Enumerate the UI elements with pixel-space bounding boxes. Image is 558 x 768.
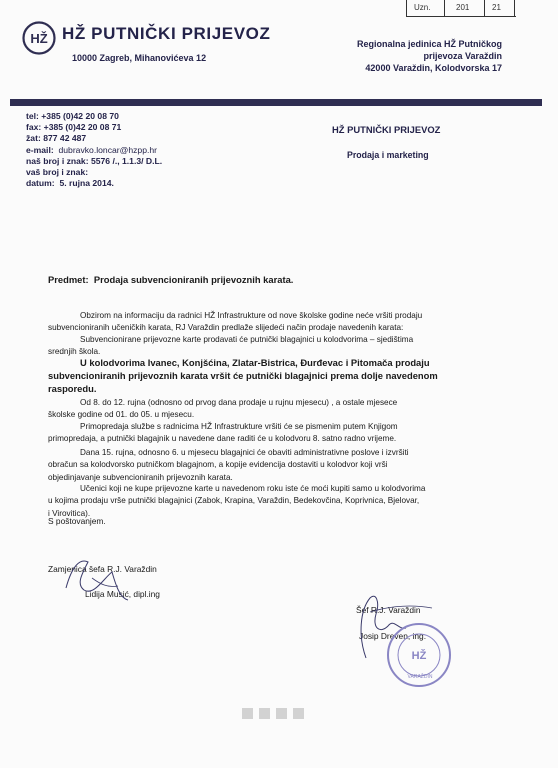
contact-tel: tel: +385 (0)42 20 08 70 — [26, 111, 119, 121]
subject-line — [48, 274, 293, 285]
p5-line: Primopredaja službe s radnicima HŽ Infrastrukture vršiti će se pismenim putem Knjigom — [80, 422, 398, 431]
email-label: e-mail: — [26, 144, 54, 155]
your-reference: vaš broj i znak: — [26, 167, 89, 178]
footer-square — [259, 708, 270, 719]
our-reference — [26, 156, 266, 167]
p6-line: obračun sa kolodvorsko putničkom blagajnom, a kopije evidencija dostaviti u kolodvor koji vrši — [48, 460, 388, 470]
p7-line: Učenici koji ne kupe prijevozne karte u navedenom roku iste će moći kupiti samo u kolodvorima — [80, 484, 426, 493]
svg-text:HŽ: HŽ — [30, 31, 48, 46]
reference-number: 21 — [492, 3, 501, 12]
p4-line: Od 8. do 12. rujna (odnosno od prvog dana prodaje u rujnu mjesecu) , a ostale mjesece — [80, 398, 398, 407]
contact-email — [26, 145, 266, 156]
left-handwritten-signature — [58, 548, 158, 608]
recipient-company: HŽ PUTNIČKI PRIJEVOZ — [332, 124, 441, 135]
paragraph-2 — [48, 334, 514, 359]
date-value: 5. rujna 2014. — [59, 178, 114, 189]
p2-line: srednjih škola. — [48, 347, 101, 357]
letter-date — [26, 178, 266, 189]
contact-block — [26, 111, 266, 189]
right-signature-title: Šef R.J. Varaždin — [356, 605, 421, 615]
closing: S poštovanjem. — [48, 516, 106, 526]
p5-line: primopredaja, a putnički blagajnik u navedene dane raditi će u kolodvoru 8. satno radno vrijeme. — [48, 434, 397, 444]
contact-fax: fax: +385 (0)42 20 08 71 — [26, 122, 122, 133]
left-signature-title: Zamjenica šefa R.J. Varaždin — [48, 564, 157, 574]
p1-line: subvencioniranih učeničkih karata, RJ Varaždin predlaže slijedeći način prodaje navedenih karata: — [48, 323, 404, 333]
region-line-2: prijevoza Varaždin — [423, 51, 502, 61]
paragraph-6 — [48, 447, 514, 484]
our-ref-value: 5576 /., 1.1.3/ D.L. — [90, 155, 163, 166]
p6-line: objedinjavanje subvencioniranih prijevoznih karata. — [48, 472, 233, 482]
footer-square — [293, 708, 304, 719]
contact-zat: žat: 877 42 487 — [26, 133, 87, 144]
paragraph-4 — [48, 397, 514, 422]
paragraph-3 — [48, 357, 514, 395]
date-label: datum: — [26, 178, 55, 189]
company-name: HŽ PUTNIČKI PRIJEVOZ — [62, 24, 271, 43]
paragraph-5 — [48, 421, 514, 446]
region-line-3: 42000 Varaždin, Kolodvorska 17 — [365, 63, 502, 73]
p7-line: u kojima prodaju vrše putnički blagajnici (Zabok, Krapina, Varaždin, Bedekovčina, Koprivnica, Bjelovar, — [48, 496, 420, 506]
reference-label: Uzn. — [414, 3, 431, 12]
p3-line: subvencioniranih prijevoznih karata vršit će putnički blagajnici prema dolje navedenom — [48, 369, 438, 381]
p6-line: Dana 15. rujna, odnosno 6. u mjesecu blagajnici će obaviti administrativne poslove i izvršiti — [80, 448, 409, 457]
regional-unit — [330, 38, 502, 74]
left-signature-name: Lidija Musić, dipl.ing — [85, 589, 160, 599]
reference-year: 201 — [456, 3, 470, 12]
recipient-department: Prodaja i marketing — [347, 150, 429, 160]
svg-text:HŽ: HŽ — [411, 650, 427, 662]
p1-line: Obzirom na informaciju da radnici HŽ Infrastrukture od nove školske godine neće vršiti prodaju — [80, 311, 423, 320]
subject-text: Prodaja subvencioniranih prijevoznih karata. — [93, 274, 294, 285]
hz-logo-icon — [22, 21, 56, 55]
subject-label: Predmet: — [48, 274, 89, 285]
region-line-1: Regionalna jedinica HŽ Putničkog — [356, 39, 502, 49]
p3-line: U kolodvorima Ivanec, Konjšćina, Zlatar-Bistrica, Đurđevac i Pitomača prodaju — [80, 357, 430, 368]
header-rule — [10, 99, 542, 106]
company-address: 10000 Zagreb, Mihanovićeva 12 — [72, 53, 207, 63]
reference-box — [406, 0, 516, 17]
email-value: dubravko.loncar@hzpp.hr — [58, 144, 158, 155]
official-stamp-icon — [384, 620, 454, 690]
paragraph-1 — [48, 310, 514, 335]
p3-line: rasporedu. — [48, 382, 97, 394]
footer-square — [276, 708, 287, 719]
p2-line: Subvencionirane prijevozne karte prodavati će putnički blagajnici u kolodvorima – sjedištima — [80, 335, 414, 344]
stamp-text: VARAŽDIN — [407, 674, 433, 680]
p4-line: školske godine od 01. do 05. u mjesecu. — [48, 410, 195, 420]
p7-line: i Virovitica). — [48, 508, 91, 518]
our-ref-label: naš broj i znak: — [26, 155, 89, 166]
footer-square — [242, 708, 253, 719]
paragraph-7 — [48, 483, 514, 520]
right-signature-name: Josip Dreven, ing. — [359, 631, 427, 641]
